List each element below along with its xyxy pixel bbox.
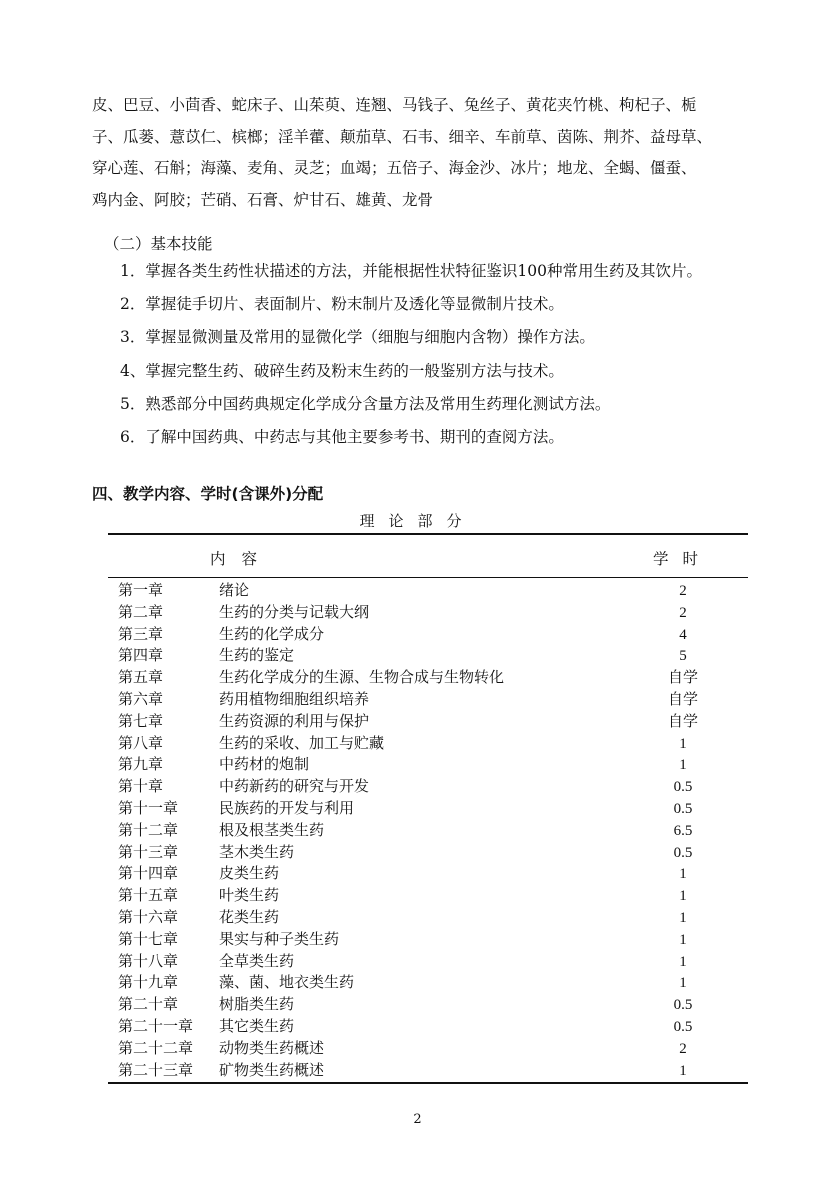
title-cell: 皮类生药 xyxy=(219,866,280,883)
table-row xyxy=(118,908,738,930)
table-row xyxy=(118,930,738,952)
chapter-cell: 第七章 xyxy=(118,713,164,730)
hours-cell: 1 xyxy=(679,975,687,992)
chapter-cell: 第八章 xyxy=(118,735,164,752)
title-cell: 花类生药 xyxy=(219,909,280,926)
chapter-cell: 第十五章 xyxy=(118,888,179,905)
chapter-cell: 第十七章 xyxy=(118,931,179,948)
chapter-cell: 第十章 xyxy=(118,779,164,796)
hours-cell: 1 xyxy=(679,866,687,883)
table-bottom-rule xyxy=(108,1082,748,1084)
chapter-cell: 第五章 xyxy=(118,670,164,687)
table-row xyxy=(118,581,738,603)
chapter-cell: 第十四章 xyxy=(118,866,179,883)
paragraph-line: 皮、巴豆、小茴香、蛇床子、山茱萸、连翘、马钱子、兔丝子、黄花夹竹桃、枸杞子、栀 xyxy=(92,96,697,114)
title-cell: 动物类生药概述 xyxy=(219,1040,325,1057)
hours-cell: 6.5 xyxy=(673,822,693,839)
hours-cell: 1 xyxy=(679,909,687,926)
chapter-cell: 第十六章 xyxy=(118,909,179,926)
table-row xyxy=(118,646,738,668)
table-row xyxy=(118,1061,738,1083)
table-row xyxy=(118,712,738,734)
skill-item: 6．了解中国药典、中药志与其他主要参考书、期刊的查阅方法。 xyxy=(120,427,564,446)
hours-cell: 2 xyxy=(679,1040,687,1057)
table-row xyxy=(118,843,738,865)
table-row xyxy=(118,734,738,756)
hours-cell: 0.5 xyxy=(673,779,693,796)
chapter-cell: 第三章 xyxy=(118,626,164,643)
table-row xyxy=(118,799,738,821)
chapter-cell: 第六章 xyxy=(118,691,164,708)
chapter-cell: 第二十二章 xyxy=(118,1040,194,1057)
title-cell: 生药化学成分的生源、生物合成与生物转化 xyxy=(219,670,505,687)
title-cell: 根及根茎类生药 xyxy=(219,822,325,839)
hours-cell: 0.5 xyxy=(673,997,693,1014)
table-row xyxy=(118,668,738,690)
title-cell: 茎木类生药 xyxy=(219,844,295,861)
chapter-cell: 第十二章 xyxy=(118,822,179,839)
title-cell: 叶类生药 xyxy=(219,888,280,905)
table-caption: 理论部分 xyxy=(359,512,476,530)
hours-cell: 自学 xyxy=(667,670,698,687)
chapter-cell: 第九章 xyxy=(118,757,164,774)
paragraph-line: 子、瓜蒌、薏苡仁、槟榔；淫羊藿、颠茄草、石韦、细辛、车前草、茵陈、荆芥、益母草、 xyxy=(92,127,713,146)
table-row xyxy=(118,1017,738,1039)
table-body xyxy=(118,581,738,1082)
table-row xyxy=(118,625,738,647)
title-cell: 生药的采收、加工与贮藏 xyxy=(219,735,385,752)
table-row xyxy=(118,690,738,712)
herb-list-paragraph xyxy=(92,90,752,216)
skill-item: 3．掌握显微测量及常用的显微化学（细胞与细胞内含物）操作方法。 xyxy=(120,328,595,347)
title-cell: 矿物类生药概述 xyxy=(219,1062,325,1079)
title-cell: 药用植物细胞组织培养 xyxy=(219,691,370,708)
hours-cell: 1 xyxy=(679,931,687,948)
paragraph-line: 鸡内金、阿胶；芒硝、石膏、炉甘石、雄黄、龙骨 xyxy=(92,190,434,209)
hours-cell: 1 xyxy=(679,953,687,970)
header-content: 内容 xyxy=(210,550,274,568)
table-row xyxy=(118,821,738,843)
table-header-rule xyxy=(108,577,748,578)
hours-cell: 0.5 xyxy=(673,844,693,861)
chapter-cell: 第二章 xyxy=(118,604,164,621)
title-cell: 中药新药的研究与开发 xyxy=(219,779,370,796)
title-cell: 生药的化学成分 xyxy=(219,626,325,643)
hours-cell: 2 xyxy=(679,604,687,621)
hours-cell: 1 xyxy=(679,735,687,752)
title-cell: 生药的分类与记载大纲 xyxy=(219,604,370,621)
table-row xyxy=(118,1039,738,1061)
chapter-cell: 第二十一章 xyxy=(118,1018,194,1035)
table-row xyxy=(118,995,738,1017)
section-title: 四、教学内容、学时(含课外)分配 xyxy=(92,485,324,503)
title-cell: 绪论 xyxy=(219,583,250,599)
title-cell: 其它类生药 xyxy=(219,1018,295,1035)
header-hours: 学时 xyxy=(653,550,713,568)
chapter-cell: 第十三章 xyxy=(118,844,179,861)
table-row xyxy=(118,755,738,777)
chapter-cell: 第二十三章 xyxy=(118,1062,194,1079)
hours-cell: 1 xyxy=(679,888,687,905)
skill-item: 5．熟悉部分中国药典规定化学成分含量方法及常用生药理化测试方法。 xyxy=(120,394,611,413)
hours-cell: 4 xyxy=(679,626,687,643)
hours-cell: 2 xyxy=(679,583,687,599)
title-cell: 民族药的开发与利用 xyxy=(219,800,355,817)
skill-item: 2．掌握徒手切片、表面制片、粉末制片及透化等显微制片技术。 xyxy=(120,295,564,314)
table-row xyxy=(118,973,738,995)
hours-cell: 1 xyxy=(679,757,687,774)
table-top-rule xyxy=(108,533,748,535)
table-row xyxy=(118,603,738,625)
chapter-cell: 第一章 xyxy=(118,583,164,599)
hours-cell: 0.5 xyxy=(673,1018,693,1035)
paragraph-line: 穿心莲、石斛；海藻、麦角、灵芝；血竭；五倍子、海金沙、冰片；地龙、全蝎、僵蚕、 xyxy=(92,159,697,178)
table-row xyxy=(118,886,738,908)
hours-cell: 自学 xyxy=(667,691,698,708)
title-cell: 藻、菌、地衣类生药 xyxy=(219,975,355,992)
title-cell: 果实与种子类生药 xyxy=(219,931,340,948)
skills-list xyxy=(120,262,702,461)
basic-skills-heading: （二）基本技能 xyxy=(104,235,213,253)
title-cell: 中药材的炮制 xyxy=(219,757,310,774)
table-row xyxy=(118,952,738,974)
hours-cell: 自学 xyxy=(667,713,698,730)
table-row xyxy=(118,777,738,799)
chapter-cell: 第十一章 xyxy=(118,800,179,817)
table-row xyxy=(118,864,738,886)
chapter-cell: 第十九章 xyxy=(118,975,179,992)
hours-cell: 1 xyxy=(679,1062,687,1079)
skill-item: 4、掌握完整生药、破碎生药及粉末生药的一般鉴别方法与技术。 xyxy=(120,361,564,380)
title-cell: 全草类生药 xyxy=(219,953,295,970)
title-cell: 树脂类生药 xyxy=(219,997,295,1014)
chapter-cell: 第四章 xyxy=(118,648,164,665)
hours-cell: 0.5 xyxy=(673,800,693,817)
page-number: 2 xyxy=(413,1112,422,1127)
title-cell: 生药资源的利用与保护 xyxy=(219,713,370,730)
chapter-cell: 第二十章 xyxy=(118,997,179,1014)
hours-cell: 5 xyxy=(679,648,687,665)
title-cell: 生药的鉴定 xyxy=(219,648,295,665)
chapter-cell: 第十八章 xyxy=(118,953,179,970)
skill-item: 1．掌握各类生药性状描述的方法，并能根据性状特征鉴识100种常用生药及其饮片。 xyxy=(120,262,702,280)
